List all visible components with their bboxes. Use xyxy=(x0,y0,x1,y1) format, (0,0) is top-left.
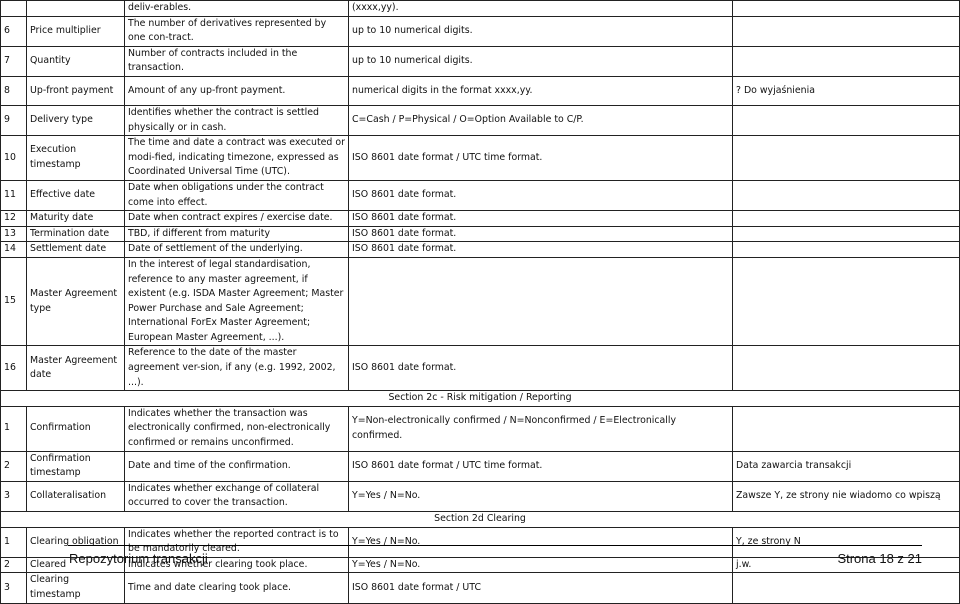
field-note xyxy=(733,136,960,181)
table-row xyxy=(1,226,960,242)
field-name: Delivery type xyxy=(27,105,125,135)
table-row xyxy=(1,406,960,451)
field-format: ISO 8601 date format / UTC time format. xyxy=(349,451,733,481)
field-number: 14 xyxy=(1,242,27,258)
field-number: 13 xyxy=(1,226,27,242)
field-note xyxy=(733,242,960,258)
field-description: Indicates whether the transaction was electronically confirmed, non-electronically confirmed or remains unconfirmed. xyxy=(125,406,349,451)
field-name: Execution timestamp xyxy=(27,136,125,181)
field-format: Y=Yes / N=No. xyxy=(349,481,733,511)
field-format: C=Cash / P=Physical / O=Option Available to C/P. xyxy=(349,105,733,135)
field-format: ISO 8601 date format. xyxy=(349,346,733,391)
field-name: Collateralisation xyxy=(27,481,125,511)
field-number: 12 xyxy=(1,211,27,227)
field-number: 2 xyxy=(1,451,27,481)
field-number: 1 xyxy=(1,527,27,557)
field-name: Quantity xyxy=(27,46,125,76)
field-description: Date when contract expires / exercise date. xyxy=(125,211,349,227)
field-number: 10 xyxy=(1,136,27,181)
field-note xyxy=(733,406,960,451)
table-row xyxy=(1,136,960,181)
field-note xyxy=(733,1,960,17)
field-note xyxy=(733,257,960,346)
field-number: 1 xyxy=(1,406,27,451)
field-note xyxy=(733,346,960,391)
field-note: Data zawarcia transakcji xyxy=(733,451,960,481)
field-format: ISO 8601 date format / UTC xyxy=(349,573,733,603)
field-note xyxy=(733,16,960,46)
field-format: ISO 8601 date format. xyxy=(349,211,733,227)
table-body xyxy=(1,1,960,604)
section-row xyxy=(1,512,960,528)
table-row xyxy=(1,242,960,258)
field-note xyxy=(733,211,960,227)
field-description: In the interest of legal standardisation, reference to any master agreement, if existent (e.g. ISDA Master Agreement; Master Power Purchase and Sale Agreement; International ForEx Master Agreement; European Master Agreement, ...). xyxy=(125,257,349,346)
field-note: Y, ze strony N xyxy=(733,527,960,557)
field-note: j.w. xyxy=(733,557,960,573)
table-row xyxy=(1,346,960,391)
field-note: ? Do wyjaśnienia xyxy=(733,76,960,105)
field-number: 7 xyxy=(1,46,27,76)
field-description: Reference to the date of the master agreement ver-sion, if any (e.g. 1992, 2002, ...). xyxy=(125,346,349,391)
table-row xyxy=(1,1,960,17)
field-number: 11 xyxy=(1,180,27,210)
footer-document-title: Repozytorium transakcji xyxy=(69,551,208,566)
field-number: 9 xyxy=(1,105,27,135)
field-description: Identifies whether the contract is settled physically or in cash. xyxy=(125,105,349,135)
field-note: Zawsze Y, ze strony nie wiadomo co wpiszą xyxy=(733,481,960,511)
footer-page-number: Strona 18 z 21 xyxy=(837,551,922,566)
field-description: Amount of any up-front payment. xyxy=(125,76,349,105)
field-note xyxy=(733,573,960,603)
field-note xyxy=(733,105,960,135)
field-name: Cleared xyxy=(27,557,125,573)
field-format: ISO 8601 date format. xyxy=(349,180,733,210)
field-description: Indicates whether exchange of collateral occurred to cover the transaction. xyxy=(125,481,349,511)
section-heading: Section 2d Clearing xyxy=(1,512,960,528)
field-name: Price multiplier xyxy=(27,16,125,46)
field-format: (xxxx,yy). xyxy=(349,1,733,17)
field-format: ISO 8601 date format. xyxy=(349,242,733,258)
field-number: 8 xyxy=(1,76,27,105)
field-description: Date and time of the confirmation. xyxy=(125,451,349,481)
field-name: Termination date xyxy=(27,226,125,242)
field-format: up to 10 numerical digits. xyxy=(349,16,733,46)
field-format: numerical digits in the format xxxx,yy. xyxy=(349,76,733,105)
field-name: Up-front payment xyxy=(27,76,125,105)
field-name xyxy=(27,1,125,17)
field-description: Number of contracts included in the transaction. xyxy=(125,46,349,76)
field-name: Maturity date xyxy=(27,211,125,227)
table-row xyxy=(1,16,960,46)
table-row xyxy=(1,46,960,76)
field-description: deliv-erables. xyxy=(125,1,349,17)
table-row xyxy=(1,211,960,227)
field-description: Date when obligations under the contract come into effect. xyxy=(125,180,349,210)
table-row xyxy=(1,481,960,511)
field-description: Indicates whether clearing took place. xyxy=(125,557,349,573)
field-note xyxy=(733,180,960,210)
table-row xyxy=(1,76,960,105)
field-description: Indicates whether the reported contract is to be mandatorily cleared. xyxy=(125,527,349,557)
field-number: 15 xyxy=(1,257,27,346)
table-row xyxy=(1,180,960,210)
field-format: ISO 8601 date format. xyxy=(349,226,733,242)
field-format: Y=Yes / N=No. xyxy=(349,527,733,557)
field-name: Master Agreement type xyxy=(27,257,125,346)
section-heading: Section 2c - Risk mitigation / Reporting xyxy=(1,391,960,407)
table-row xyxy=(1,257,960,346)
field-name: Confirmation timestamp xyxy=(27,451,125,481)
field-name: Settlement date xyxy=(27,242,125,258)
table-row xyxy=(1,573,960,603)
field-note xyxy=(733,226,960,242)
field-description: Date of settlement of the underlying. xyxy=(125,242,349,258)
field-note xyxy=(733,46,960,76)
field-number: 16 xyxy=(1,346,27,391)
field-description: The time and date a contract was executed or modi-fied, indicating timezone, expressed as Coordinated Universal Time (UTC). xyxy=(125,136,349,181)
field-description: TBD, if different from maturity xyxy=(125,226,349,242)
field-number: 6 xyxy=(1,16,27,46)
field-name: Clearing timestamp xyxy=(27,573,125,603)
field-format: ISO 8601 date format / UTC time format. xyxy=(349,136,733,181)
field-number xyxy=(1,1,27,17)
field-description: The number of derivatives represented by one con-tract. xyxy=(125,16,349,46)
field-number: 2 xyxy=(1,557,27,573)
field-description: Time and date clearing took place. xyxy=(125,573,349,603)
field-format: up to 10 numerical digits. xyxy=(349,46,733,76)
field-number: 3 xyxy=(1,573,27,603)
field-format xyxy=(349,257,733,346)
section-row xyxy=(1,391,960,407)
field-name: Clearing obligation xyxy=(27,527,125,557)
field-format: Y=Non-electronically confirmed / N=Nonconfirmed / E=Electronically confirmed. xyxy=(349,406,733,451)
field-number: 3 xyxy=(1,481,27,511)
field-name: Confirmation xyxy=(27,406,125,451)
table-row xyxy=(1,105,960,135)
table-row xyxy=(1,451,960,481)
field-name: Master Agreement date xyxy=(27,346,125,391)
field-format: Y=Yes / N=No. xyxy=(349,557,733,573)
field-name: Effective date xyxy=(27,180,125,210)
